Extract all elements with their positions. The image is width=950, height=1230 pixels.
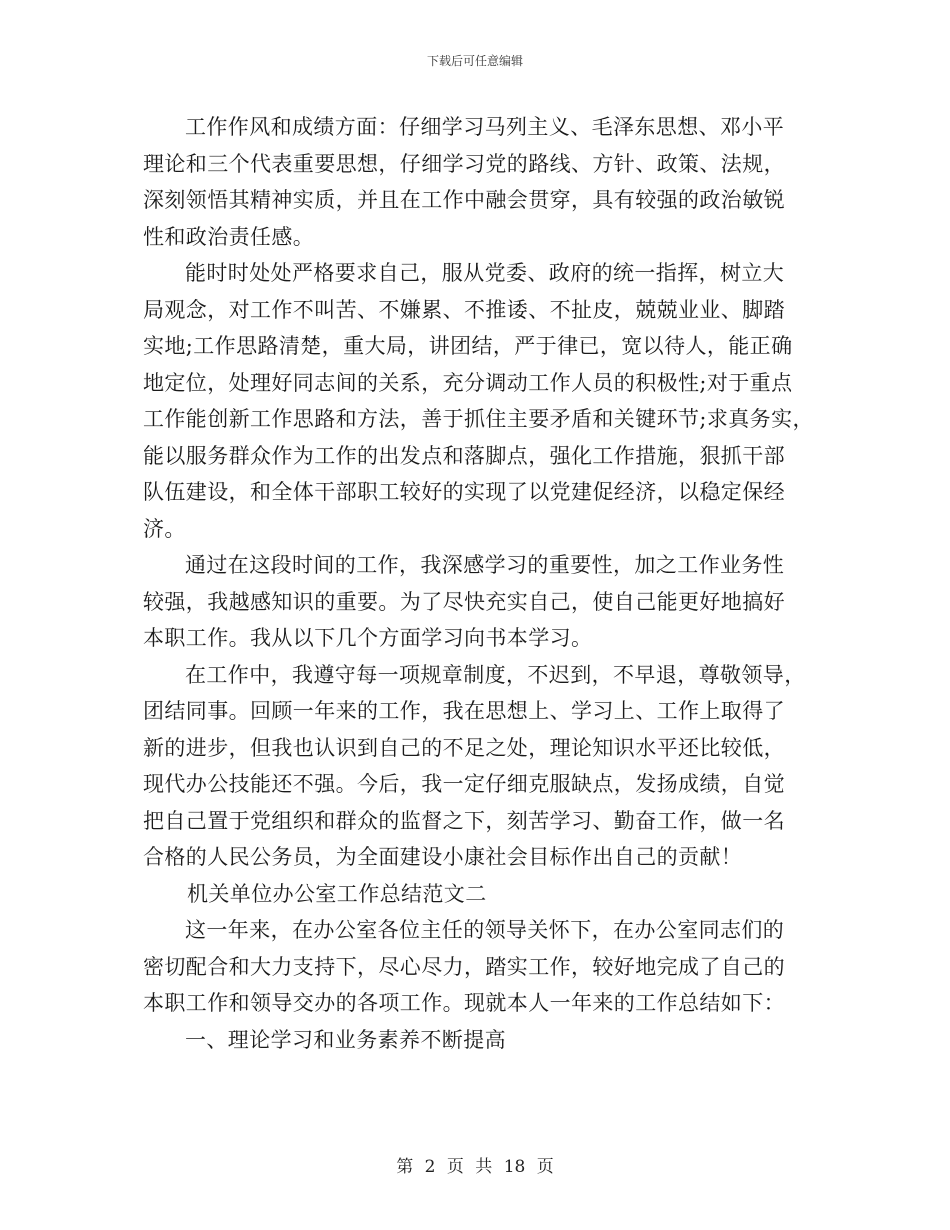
section-title: 机关单位办公室工作总结范文二 <box>187 881 487 906</box>
text-line: 深刻领悟其精神实质，并且在工作中融会贯穿，具有较强的政治敏锐 <box>143 188 785 212</box>
text-line: 工作能创新工作思路和方法，善于抓住主要矛盾和关键环节;求真务实， <box>143 407 814 431</box>
text-line: 这一年来，在办公室各位主任的领导关怀下，在办公室同志们的 <box>185 918 785 942</box>
text-line: 在工作中，我遵守每一项规章制度，不迟到，不早退，尊敬领导， <box>185 662 806 687</box>
page-number: 第 2 页 共 18 页 <box>396 1157 554 1177</box>
text-line: 工作作风和成绩方面：仔细学习马列主义、毛泽东思想、邓小平 <box>185 115 785 139</box>
text-line: 本职工作。我从以下几个方面学习向书本学习。 <box>143 626 593 650</box>
text-line: 密切配合和大力支持下，尽心尽力，踏实工作，较好地完成了自己的 <box>143 954 785 979</box>
document-body <box>143 109 823 1058</box>
text-line: 通过在这段时间的工作，我深感学习的重要性，加之工作业务性 <box>185 553 785 577</box>
text-line: 合格的人民公务员，为全面建设小康社会目标作出自己的贡献！ <box>143 845 743 869</box>
text-line: 把自己置于党组织和群众的监督之下，刻苦学习、勤奋工作，做一名 <box>143 808 785 833</box>
text-line: 实地;工作思路清楚，重大局，讲团结，严于律已，宽以待人，能正确 <box>143 334 793 358</box>
text-line: 局观念，对工作不叫苦、不嫌累、不推诿、不扯皮，兢兢业业、脚踏 <box>143 297 785 322</box>
text-line: 本职工作和领导交办的各项工作。现就本人一年来的工作总结如下： <box>143 991 785 1015</box>
text-line: 理论和三个代表重要思想，仔细学习党的路线、方针、政策、法规， <box>143 151 785 176</box>
header-note: 下载后可任意编辑 <box>426 54 523 68</box>
text-line: 能以服务群众作为工作的出发点和落脚点，强化工作措施，狠抓干部 <box>143 443 785 468</box>
text-line: 新的进步，但我也认识到自己的不足之处，理论知识水平还比较低， <box>143 735 785 760</box>
text-line: 团结同事。回顾一年来的工作，我在思想上、学习上、工作上取得了 <box>143 699 785 723</box>
text-line: 性和政治责任感。 <box>143 224 315 249</box>
section-heading: 一、理论学习和业务素养不断提高 <box>185 1027 506 1052</box>
text-line: 济。 <box>143 516 186 541</box>
text-line: 较强，我越感知识的重要。为了尽快充实自己，使自己能更好地搞好 <box>143 589 785 614</box>
text-line: 能时时处处严格要求自己，服从党委、政府的统一指挥，树立大 <box>185 261 785 285</box>
text-line: 现代办公技能还不强。今后，我一定仔细克服缺点，发扬成绩，自觉 <box>143 772 785 796</box>
text-line: 队伍建设，和全体干部职工较好的实现了以党建促经济，以稳定保经 <box>143 480 785 504</box>
text-line: 地定位，处理好同志间的关系，充分调动工作人员的积极性;对于重点 <box>143 370 793 395</box>
